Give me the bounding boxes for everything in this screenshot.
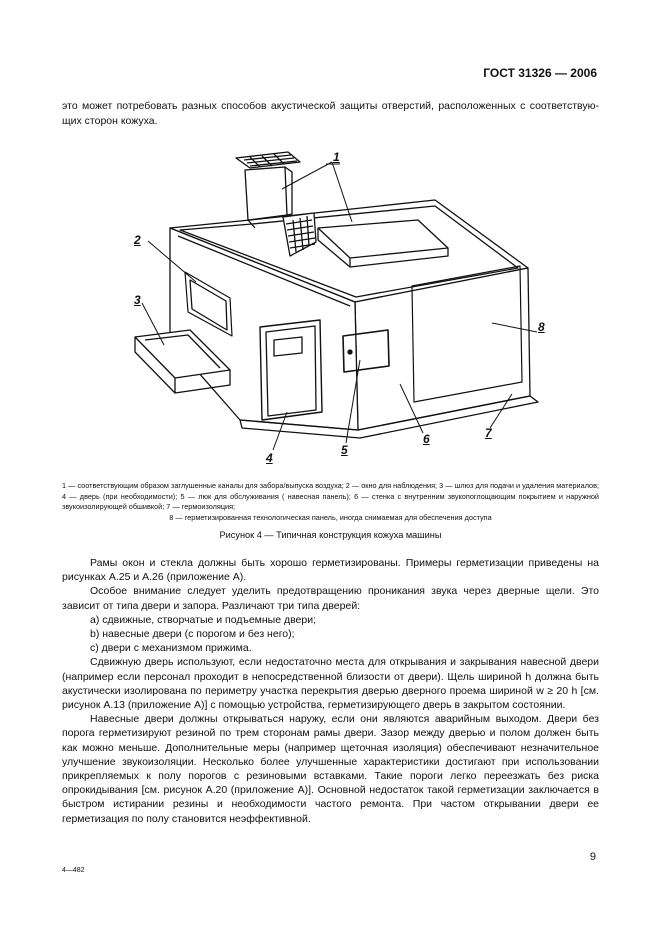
document-header: ГОСТ 31326 — 2006	[483, 66, 597, 80]
enclosure-figure	[100, 140, 580, 475]
callout-5: 5	[341, 443, 348, 457]
legend-line-1: 1 — соответствующим образом заглушенные каналы для забора/выпуска воздуха; 2 — окно для наблюдения; 3 — шлюз для подачи и удаления материалов; 4 — дверь (при необходимости); 5 — люк для обслуживания ( навесная панель); 6 — стенка с внутренним звукопоглощающим покрытием и наружной звукоизолирующей обшивкой; 7 — гермоизоляция;	[62, 481, 599, 511]
legend-line-2: 8 — герметизированная технологическая панель, иногда снимаемая для обеспечения доступа	[169, 512, 492, 522]
footer-code: 4—482	[62, 867, 85, 874]
intro-paragraph: это может потребовать разных способов акустической защиты отверстий, расположенных с соответствую-щих сторон кожуха.	[62, 100, 599, 127]
paragraph: Навесные двери должны открываться наружу, если они являются аварийным выходом. Двери без порога герметизируют резиной по трем сторонам рамы двери. Зазор между дверью и полом должен быть как можно меньше. Дополнительные меры (например щеточная изоляция) обеспечивают незначительное улучшение звукоизоляции. Несколько более улучшенные характеристики достигают при использовании прикрепляемых к полу порогов с резиновыми вставками. Такие пороги легко переезжать без риска опрокидывания [см. рисунок А.20 (приложение А)]. Основной недостаток такой герметизации заключается в быстром истирании резины и необходимости частого ремонта. При частом открывании двери ее герметизация по полу становится неэффективной.	[62, 713, 599, 825]
callout-6: 6	[423, 432, 430, 446]
callout-1: 1	[333, 150, 340, 164]
paragraph: Рамы окон и стекла должны быть хорошо герметизированы. Примеры герметизации приведены на рисунках А.25 и А.26 (приложение А).	[62, 557, 599, 584]
callout-3: 3	[134, 293, 141, 307]
body-text	[62, 556, 599, 826]
enclosure-drawing	[100, 140, 580, 475]
list-item: b) навесные двери (с порогом и без него);	[90, 628, 295, 641]
callout-2: 2	[134, 233, 141, 247]
figure-caption: Рисунок 4 — Типичная конструкция кожуха машины	[219, 530, 442, 540]
paragraph: Сдвижную дверь используют, если недостаточно места для открывания и закрывания навесной двери (например если персонал проходит в непосредственной близости от двери). Щель шириной h должна быть акустически изолирована по периметру участка перекрытия дверью дверного проема шириной w ≥ 20 h [см. рисунок А.13 (приложение А)] с помощью устройства, герметизирующего дверь в закрытом состоянии.	[62, 656, 599, 712]
list-item: с) двери с механизмом прижима.	[90, 642, 252, 655]
callout-7: 7	[485, 426, 492, 440]
callout-4: 4	[266, 451, 273, 465]
callout-8: 8	[538, 320, 545, 334]
paragraph: Особое внимание следует уделить предотвращению проникания звука через дверные щели. Это зависит от типа двери и запора. Различают три типа дверей:	[62, 585, 599, 612]
figure-legend	[62, 481, 599, 523]
page-number: 9	[589, 851, 596, 863]
list-item: а) сдвижные, створчатые и подъемные двери;	[90, 613, 317, 626]
